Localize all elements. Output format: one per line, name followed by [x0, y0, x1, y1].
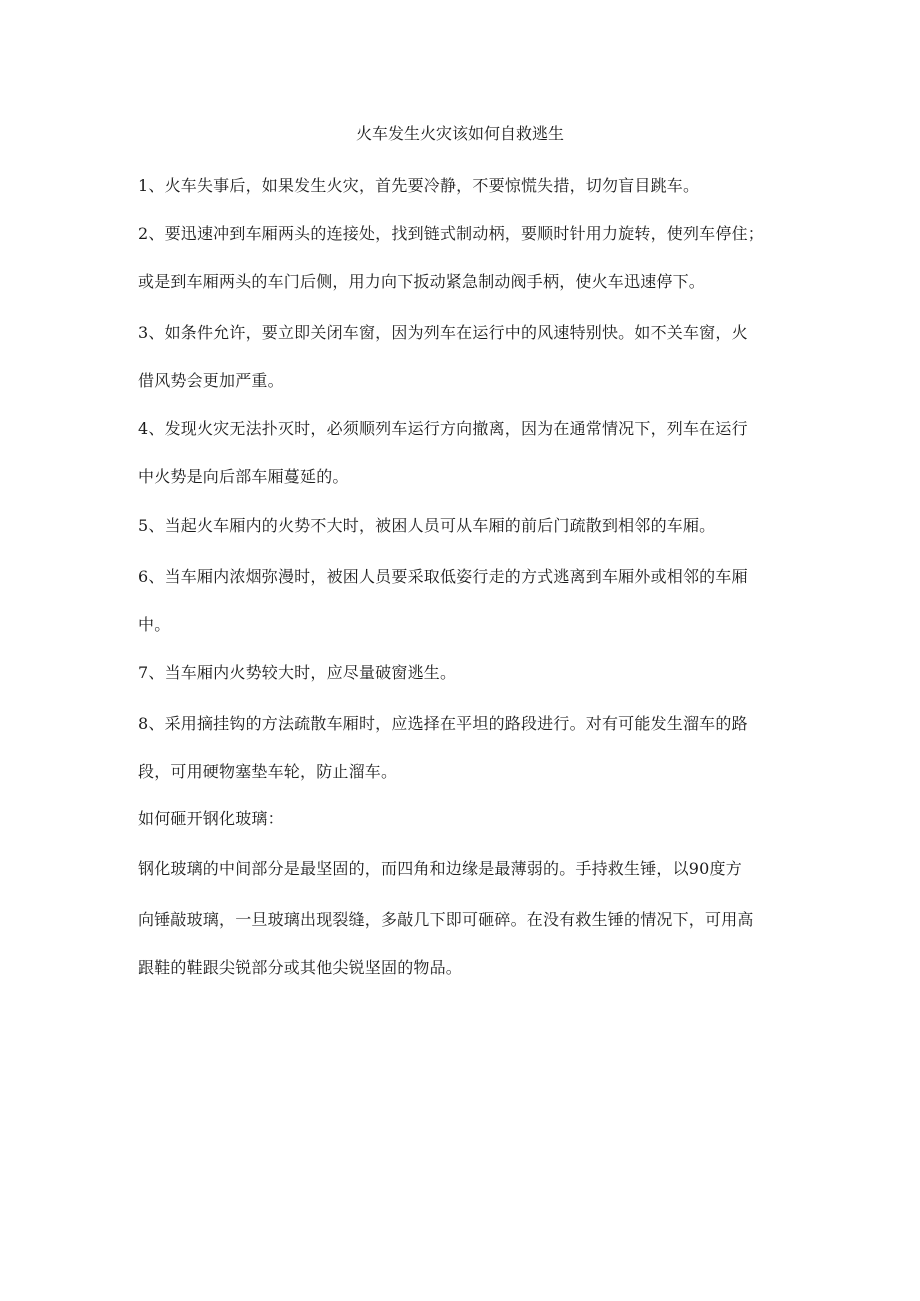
document-title: 火车发生火灾该如何自救逃生 [355, 124, 564, 143]
paragraph-3-line-2: 借风势会更加严重。 [138, 371, 284, 390]
paragraph-8-line-1: 8、采用摘挂钩的方法疏散车厢时，应选择在平坦的路段进行。对有可能发生溜车的路 [138, 714, 748, 733]
paragraph-6-line-2: 中。 [138, 615, 171, 634]
glass-paragraph-line-1: 钢化玻璃的中间部分是最坚固的，而四角和边缘是最薄弱的。手持救生锤，以90度方 [138, 859, 742, 878]
paragraph-3-line-1: 3、如条件允许，要立即关闭车窗，因为列车在运行中的风速特别快。如不关车窗，火 [138, 323, 748, 342]
glass-paragraph-line-2: 向锤敲玻璃，一旦玻璃出现裂缝，多敲几下即可砸碎。在没有救生锤的情况下，可用高 [138, 910, 754, 929]
paragraph-5: 5、当起火车厢内的火势不大时，被困人员可从车厢的前后门疏散到相邻的车厢。 [138, 516, 716, 535]
paragraph-8-line-2: 段，可用硬物塞垫车轮，防止溜车。 [138, 762, 398, 781]
glass-paragraph-line-3: 跟鞋的鞋跟尖锐部分或其他尖锐坚固的物品。 [138, 958, 463, 977]
paragraph-7: 7、当车厢内火势较大时，应尽量破窗逃生。 [138, 663, 457, 682]
paragraph-2-line-2: 或是到车厢两头的车门后侧，用力向下扳动紧急制动阀手柄，使火车迅速停下。 [138, 272, 706, 291]
paragraph-6-line-1: 6、当车厢内浓烟弥漫时，被困人员要采取低姿行走的方式逃离到车厢外或相邻的车厢 [138, 567, 748, 586]
paragraph-1: 1、火车失事后，如果发生火灾，首先要冷静，不要惊慌失措，切勿盲目跳车。 [138, 176, 700, 195]
paragraph-4-line-1: 4、发现火灾无法扑灭时，必须顺列车运行方向撤离，因为在通常情况下，列车在运行 [138, 419, 748, 438]
glass-section-heading: 如何砸开钢化玻璃： [138, 809, 284, 828]
paragraph-4-line-2: 中火势是向后部车厢蔓延的。 [138, 467, 349, 486]
paragraph-2-line-1: 2、要迅速冲到车厢两头的连接处，找到链式制动柄，要顺时针用力旋转，使列车停住； [138, 224, 764, 243]
